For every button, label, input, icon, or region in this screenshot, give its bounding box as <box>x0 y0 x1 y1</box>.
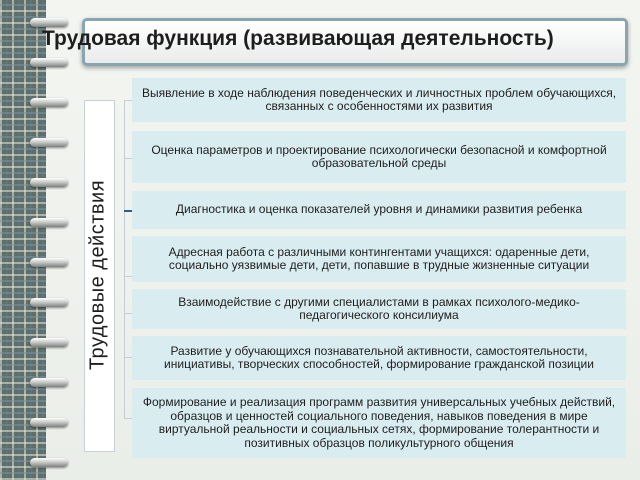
list-item: Развитие у обучающихся познавательной активности, самостоятельности, инициативы, творческих способностей, формирование гражданской позиции <box>132 336 626 380</box>
list-item: Выявление в ходе наблюдения поведенческих и личностных проблем обучающихся, связанных с особенностями их развития <box>132 78 626 122</box>
binder-ring <box>30 378 68 387</box>
binder-ring <box>30 98 68 107</box>
binder-ring <box>30 418 68 427</box>
binder-ring <box>30 178 68 187</box>
binder-ring <box>30 58 68 67</box>
slide-title: Трудовая функция (развивающая деятельность) <box>42 27 554 50</box>
binder-ring <box>30 18 68 27</box>
binder-ring <box>30 218 68 227</box>
binder-ring <box>30 138 68 147</box>
list-item: Адресная работа с различными контингентами учащихся: одаренные дети, социально уязвимые дети, дети, попавшие в трудные жизненные ситуации <box>132 236 626 282</box>
binder-ring <box>30 338 68 347</box>
list-item: Оценка параметров и проектирование психологически безопасной и комфортной образовательной среды <box>132 131 626 183</box>
plaid-border <box>0 0 46 480</box>
list-item: Формирование и реализация программ развития универсальных учебных действий, образцов и ценностей социального поведения, навыков поведения в мире виртуальной реальности и социальных сетях, формирование толерантности и позитивных образцов поликультурного общения <box>132 388 626 458</box>
binder-ring <box>30 458 68 467</box>
binder-ring <box>30 258 68 267</box>
list-item: Взаимодействие с другими специалистами в рамках психолого-медико-педагогического консилиума <box>132 289 626 329</box>
binder-ring <box>30 298 68 307</box>
side-label: Трудовые действия <box>86 179 109 371</box>
list-item: Диагностика и оценка показателей уровня и динамики развития ребенка <box>132 191 626 229</box>
